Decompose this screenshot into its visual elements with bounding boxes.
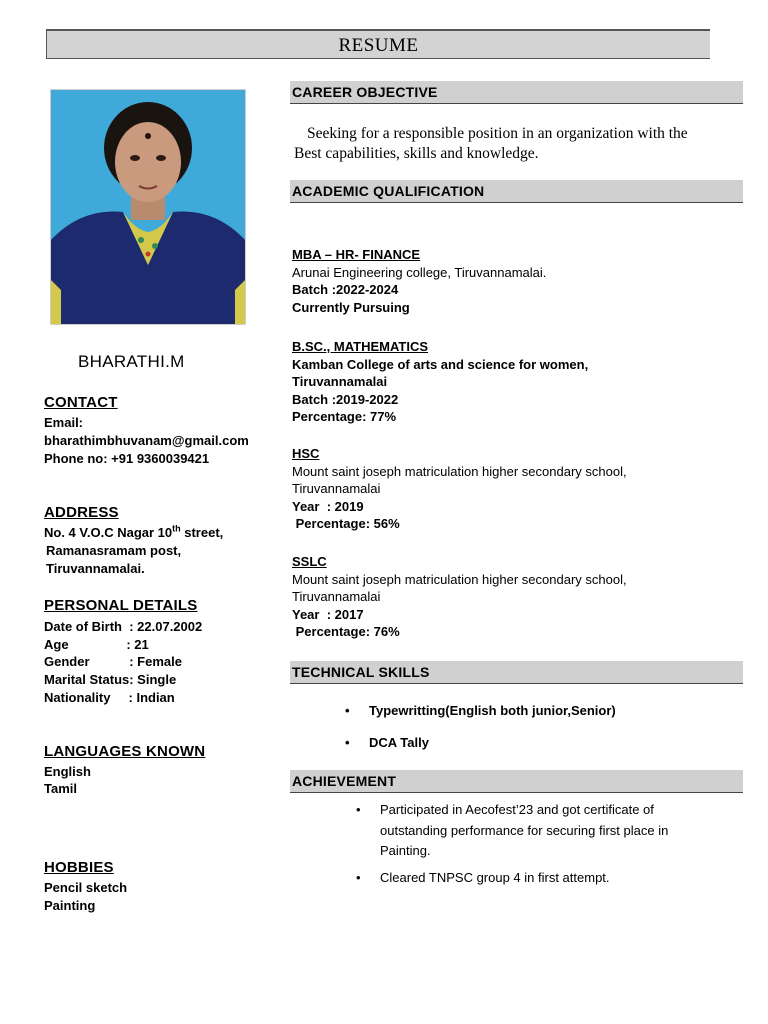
- hobbies-heading: HOBBIES: [44, 859, 114, 876]
- achievement-2: Cleared TNPSC group 4 in first attempt.: [380, 869, 610, 885]
- sslc-block: [292, 553, 742, 641]
- achievement-1-line-1: Participated in Aecofest’23 and got certificate of: [380, 802, 654, 817]
- bullet-icon: •: [356, 802, 361, 817]
- sslc-year: Year : 2017: [292, 606, 364, 622]
- mba-block: [292, 246, 742, 316]
- languages-heading: LANGUAGES KNOWN: [44, 743, 206, 760]
- bsc-percentage: Percentage: 77%: [292, 409, 397, 424]
- technical-skills-heading: TECHNICAL SKILLS: [290, 661, 743, 684]
- language-item: English: [44, 764, 91, 779]
- hsc-percentage: Percentage: 56%: [292, 516, 400, 531]
- skill-item: • Typewritting(English both junior,Senior): [345, 703, 616, 718]
- objective-line-1: Seeking for a responsible position in an organization with the: [307, 125, 688, 142]
- mba-degree: MBA – HR- FINANCE: [292, 247, 421, 262]
- contact-heading: CONTACT: [44, 394, 118, 411]
- skill-item: • DCA Tally: [345, 735, 429, 750]
- career-objective-text: [294, 124, 734, 164]
- hsc-degree: HSC: [292, 446, 320, 461]
- candidate-name: BHARATHI.M: [78, 352, 185, 371]
- bsc-batch: Batch :2019-2022: [292, 391, 399, 407]
- hobby-item: Painting: [44, 898, 96, 913]
- language-item: Tamil: [44, 781, 77, 796]
- academic-qualification-heading: ACADEMIC QUALIFICATION: [290, 180, 743, 203]
- bullet-icon: •: [345, 735, 350, 750]
- hobby-item: Pencil sketch: [44, 880, 128, 895]
- hsc-school-2: Tiruvannamalai: [292, 481, 381, 496]
- mba-batch: Batch :2022-2024: [292, 282, 399, 297]
- hsc-school-1: Mount saint joseph matriculation higher secondary school,: [292, 463, 627, 479]
- address-heading: ADDRESS: [44, 504, 119, 521]
- personal-details-heading: PERSONAL DETAILS: [44, 597, 198, 614]
- sslc-percentage: Percentage: 76%: [292, 624, 400, 639]
- mba-college: Arunai Engineering college, Tiruvannamalai.: [292, 264, 547, 280]
- address-line-1: No. 4 V.O.C Nagar 10th street,: [44, 523, 224, 540]
- bullet-icon: •: [356, 869, 361, 885]
- marital-status-row: Marital Status: Single: [44, 672, 177, 687]
- email-label: Email:: [44, 415, 84, 430]
- bsc-block: [292, 338, 742, 426]
- sslc-school-2: Tiruvannamalai: [292, 589, 381, 604]
- bsc-college-2: Tiruvannamalai: [292, 374, 388, 389]
- age-row: Age : 21: [44, 637, 149, 652]
- bsc-college-1: Kamban College of arts and science for women,: [292, 356, 589, 372]
- achievement-heading: ACHIEVEMENT: [290, 770, 743, 793]
- achievement-1-line-3: Painting.: [380, 843, 431, 858]
- bullet-icon: •: [345, 703, 350, 718]
- sslc-school-1: Mount saint joseph matriculation higher secondary school,: [292, 571, 627, 587]
- dob-row: Date of Birth : 22.07.2002: [44, 619, 203, 634]
- email-address: bharathimbhuvanam@gmail.com: [44, 433, 249, 448]
- sslc-degree: SSLC: [292, 554, 327, 569]
- achievement-item: [356, 800, 716, 888]
- mba-status: Currently Pursuing: [292, 299, 410, 315]
- nationality-row: Nationality : Indian: [44, 690, 175, 705]
- gender-row: Gender : Female: [44, 654, 182, 669]
- resume-title: RESUME: [46, 29, 710, 59]
- address-line-2: Ramanasramam post,: [46, 543, 182, 558]
- profile-photo: [50, 89, 246, 325]
- hsc-year: Year : 2019: [292, 498, 364, 514]
- address-line-3: Tiruvannamalai.: [46, 561, 145, 576]
- achievement-1-line-2: outstanding performance for securing first place in: [380, 822, 669, 838]
- hsc-block: [292, 445, 742, 533]
- career-objective-heading: CAREER OBJECTIVE: [290, 81, 743, 104]
- bsc-degree: B.SC., MATHEMATICS: [292, 339, 429, 354]
- phone-number: Phone no: +91 9360039421: [44, 451, 210, 466]
- objective-line-2: Best capabilities, skills and knowledge.: [294, 145, 539, 162]
